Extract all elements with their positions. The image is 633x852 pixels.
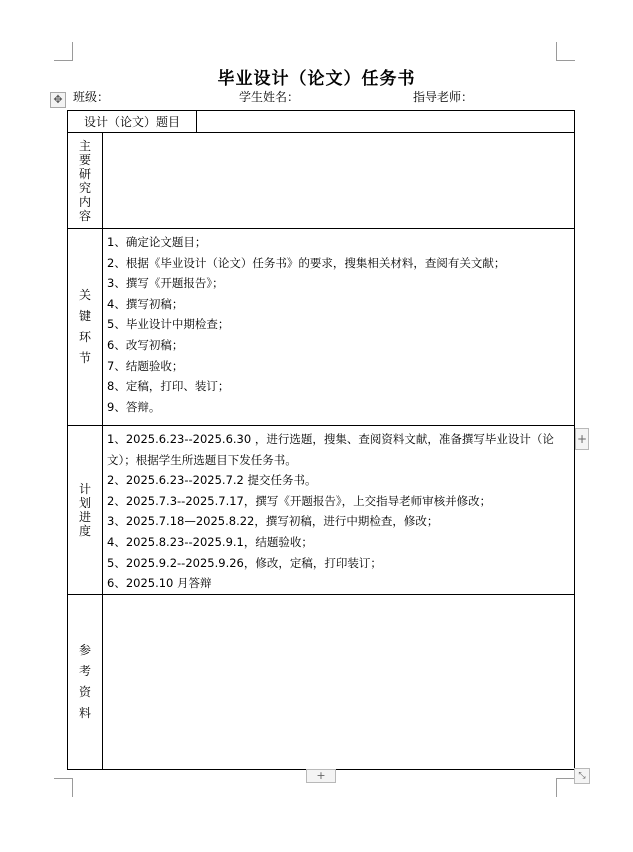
student-name-label: 学生姓名：	[239, 90, 300, 104]
list-item: 3、撰写《开题报告》；	[107, 276, 224, 291]
page-corner-mark	[54, 778, 73, 797]
advisor-label: 指导老师：	[413, 90, 474, 104]
references-cell[interactable]	[103, 594, 575, 769]
page-corner-mark	[556, 42, 575, 61]
table-row	[68, 111, 575, 133]
main-content-label: 主要研究内容	[78, 138, 91, 223]
document-title: 毕业设计（论文）任务书	[217, 69, 416, 89]
plus-icon: +	[576, 432, 588, 446]
table-move-handle[interactable]	[50, 92, 66, 108]
list-item: 5、2025.9.2--2025.9.26，修改，定稿，打印装订；	[107, 555, 382, 570]
schedule-cell[interactable]	[103, 426, 575, 595]
table-row	[68, 594, 575, 769]
schedule-label: 计划进度	[78, 481, 91, 538]
references-label: 参考资料	[78, 642, 91, 720]
topic-label-cell	[68, 111, 197, 133]
page-corner-mark	[54, 42, 73, 61]
list-item: 6、2025.10 月答辩	[107, 576, 212, 591]
list-item: 2、根据《毕业设计（论文）任务书》的要求，搜集相关材料，查阅有关文献；	[107, 255, 506, 270]
main-content-cell[interactable]	[103, 133, 575, 229]
resize-icon: ⤡	[578, 771, 586, 781]
list-item: 4、2025.8.23--2025.9.1，结题验收；	[107, 534, 313, 549]
list-item: 4、撰写初稿；	[107, 296, 184, 311]
page-corner-mark	[556, 778, 575, 797]
table-row	[68, 133, 575, 229]
list-item: 9、答辩。	[107, 399, 161, 414]
topic-value-cell[interactable]	[197, 111, 575, 133]
schedule-label-cell	[68, 426, 103, 595]
plus-icon: +	[316, 769, 326, 782]
add-row-button[interactable]	[306, 769, 336, 783]
table-resize-handle[interactable]	[574, 768, 590, 784]
references-label-cell	[68, 594, 103, 769]
task-table	[67, 110, 575, 770]
list-item: 5、毕业设计中期检查；	[107, 317, 230, 332]
class-label: 班级：	[73, 90, 110, 104]
table-row	[68, 229, 575, 426]
topic-label: 设计（论文）题目	[84, 115, 181, 129]
list-item: 8、定稿，打印、装订；	[107, 379, 230, 394]
main-content-label-cell	[68, 133, 103, 229]
list-item: 2、2025.6.23--2025.7.2 提交任务书。	[107, 473, 317, 488]
list-item: 6、改写初稿；	[107, 337, 184, 352]
key-steps-label: 关键环节	[78, 288, 91, 365]
list-item: 1、确定论文题目；	[107, 235, 207, 249]
list-item: 3、2025.7.18—2025.8.22，撰写初稿，进行中期检查，修改；	[107, 514, 439, 529]
list-item: 1、2025.6.23--2025.6.30 ，进行选题，搜集、查阅资料文献，准备撰写毕业设计（论文）；根据学生所选题目下发任务书。	[107, 432, 554, 467]
add-column-button[interactable]	[575, 428, 589, 450]
move-icon: ✥	[53, 93, 63, 106]
table-row	[68, 426, 575, 595]
key-steps-cell[interactable]	[103, 229, 575, 426]
list-item: 2、2025.7.3--2025.7.17，撰写《开题报告》，上交指导老师审核并修改；	[107, 493, 492, 508]
key-steps-label-cell	[68, 229, 103, 426]
list-item: 7、结题验收；	[107, 358, 184, 373]
